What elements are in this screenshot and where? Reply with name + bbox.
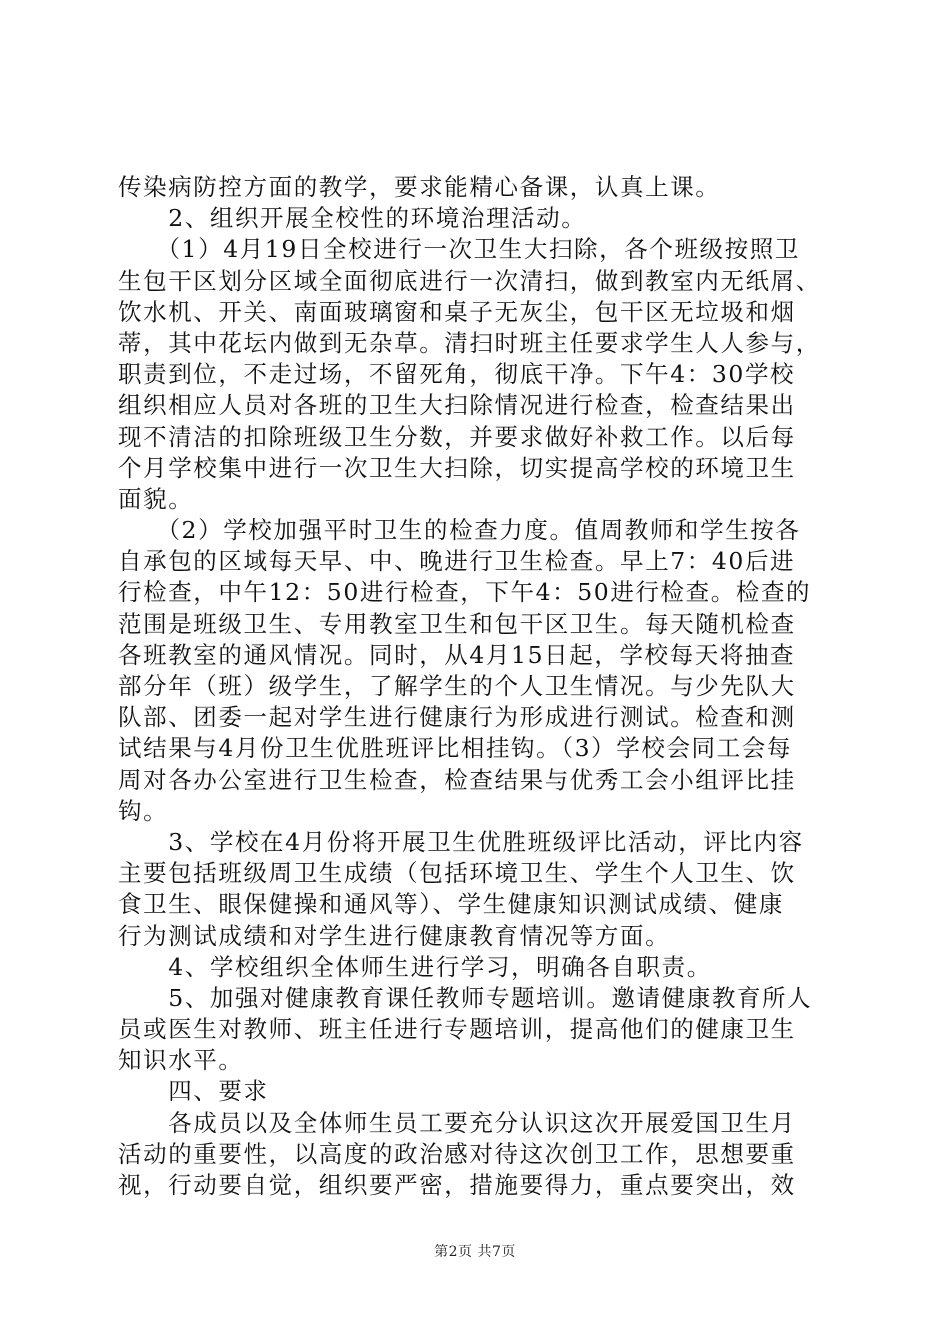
text-line: 饮水机、开关、南面玻璃窗和桌子无灰尘，包干区无垃圾和烟: [118, 297, 796, 326]
text-line: 视，行动要自觉，组织要严密，措施要得力，重点要突出，效: [118, 1171, 796, 1199]
text-line: 员或医生对教师、班主任进行专题培训，提高他们的健康卫生: [118, 1015, 796, 1044]
text-line: 行为测试成绩和对学生进行健康教育情况等方面。: [118, 921, 671, 950]
text-line: 面貌。: [118, 484, 194, 513]
text-line: 5、加强对健康教育课任教师专题培训。邀请健康教育所人: [118, 983, 813, 1012]
document-body: [118, 172, 838, 1201]
text-line: 食卫生、眼保健操和通风等）、学生健康知识测试成绩、健康: [118, 890, 784, 919]
text-line: 现不清洁的扣除班级卫生分数，并要求做好补救工作。以后每: [118, 422, 796, 451]
text-line: 4、学校组织全体师生进行学习，明确各自职责。: [118, 952, 712, 981]
text-line: 部分年（班）级学生，了解学生的个人卫生情况。与少先队大: [118, 672, 796, 700]
text-line: 自承包的区域每天早、中、晚进行卫生检查。早上7：40后进: [118, 547, 796, 576]
text-line: 各成员以及全体师生员工要充分认识这次开展爱国卫生月: [118, 1108, 796, 1137]
text-line: （1）4月19日全校进行一次卫生大扫除，各个班级按照卫: [118, 235, 800, 264]
text-line: 四、要求: [118, 1077, 269, 1106]
text-line: 传染病防控方面的教学，要求能精心备课，认真上课。: [118, 173, 721, 201]
page-number-footer: 第2页 共7页: [434, 1244, 516, 1260]
text-line: 3、学校在4月份将开展卫生优胜班级评比活动，评比内容: [118, 827, 804, 856]
text-line: 行检查，中午12：50进行检查，下午4：50进行检查。检查的: [118, 578, 812, 607]
text-line: 钩。: [118, 796, 169, 825]
text-line: 职责到位，不走过场，不留死角，彻底干净。下午4：30学校: [118, 360, 796, 389]
text-line: 活动的重要性，以高度的政治感对待这次创卫工作，思想要重: [118, 1139, 796, 1168]
text-line: 知识水平。: [118, 1046, 244, 1075]
text-line: 各班教室的通风情况。同时，从4月15日起，学校每天将抽查: [118, 640, 796, 669]
text-line: 试结果与4月份卫生优胜班评比相挂钩。（3）学校会同工会每: [118, 734, 792, 763]
text-line: （2）学校加强平时卫生的检查力度。值周教师和学生按各: [118, 516, 801, 545]
text-line: 2、组织开展全校性的环境治理活动。: [118, 204, 587, 233]
text-line: 生包干区划分区域全面彻底进行一次清扫，做到教室内无纸屑、: [118, 266, 821, 295]
text-line: 蒂，其中花坛内做到无杂草。清扫时班主任要求学生人人参与，: [118, 328, 821, 357]
text-line: 范围是班级卫生、专用教室卫生和包干区卫生。每天随机检查: [118, 609, 796, 638]
text-line: 主要包括班级周卫生成绩（包括环境卫生、学生个人卫生、饮: [118, 859, 796, 888]
text-line: 个月学校集中进行一次卫生大扫除，切实提高学校的环境卫生: [118, 453, 796, 482]
text-line: 组织相应人员对各班的卫生大扫除情况进行检查，检查结果出: [118, 391, 796, 420]
text-line: 周对各办公室进行卫生检查，检查结果与优秀工会小组评比挂: [118, 765, 796, 794]
text-line: 队部、团委一起对学生进行健康行为形成进行测试。检查和测: [118, 703, 796, 732]
